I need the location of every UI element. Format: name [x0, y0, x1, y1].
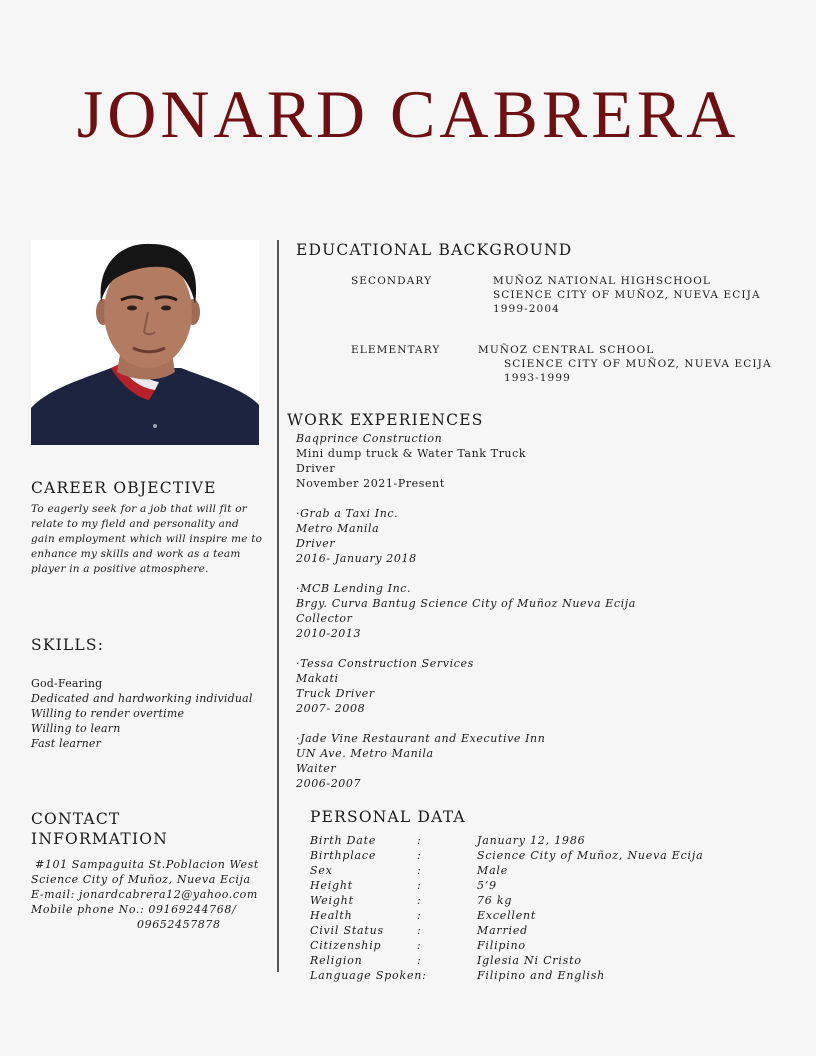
personal-separator: :	[417, 849, 422, 862]
contact-phone[interactable]: Mobile phone No.: 09169244768/	[31, 903, 237, 916]
work-line: 2016- January 2018	[296, 552, 417, 565]
contact-heading	[31, 809, 168, 849]
personal-row	[310, 894, 770, 909]
contact-details	[31, 857, 259, 932]
work-line: Brgy. Curva Bantug Science City of Muñoz Nueva Ecija	[296, 597, 636, 610]
work-line: Mini dump truck & Water Tank Truck	[296, 447, 527, 460]
personal-table	[310, 834, 770, 984]
personal-separator: :	[417, 834, 422, 847]
education-level: SECONDARY	[351, 275, 433, 287]
skill-item: Willing to render overtime	[31, 707, 185, 720]
education-line: 1999-2004	[493, 303, 560, 315]
work-line: UN Ave. Metro Manila	[296, 747, 434, 760]
work-heading: WORK EXPERIENCES	[287, 411, 484, 429]
work-line	[296, 641, 636, 656]
personal-separator: :	[417, 879, 422, 892]
page-title: JONARD CABRERA	[76, 76, 740, 152]
work-line: Makati	[296, 672, 339, 685]
work-line: Truck Driver	[296, 687, 375, 700]
work-line: ·Grab a Taxi Inc.	[296, 507, 399, 520]
work-line: Metro Manila	[296, 522, 380, 535]
contact-heading-line: INFORMATION	[31, 830, 168, 848]
work-line: Driver	[296, 537, 336, 550]
personal-label: Health	[310, 909, 353, 922]
personal-row	[310, 879, 770, 894]
personal-row	[310, 939, 770, 954]
contact-city: Science City of Muñoz, Nueva Ecija	[31, 873, 251, 886]
personal-value: Science City of Muñoz, Nueva Ecija	[477, 849, 704, 862]
personal-row	[310, 954, 770, 969]
education-line: SCIENCE CITY OF MUÑOZ, NUEVA ECIJA	[493, 289, 761, 301]
education-line: MUÑOZ NATIONAL HIGHSCHOOL	[493, 275, 711, 287]
personal-label: Citizenship	[310, 939, 382, 952]
education-school	[478, 343, 772, 385]
work-line: 2007- 2008	[296, 702, 366, 715]
skill-item: Willing to learn	[31, 722, 121, 735]
skill-item: Fast learner	[31, 737, 102, 750]
person-photo-illustration	[31, 240, 259, 445]
education-heading: EDUCATIONAL BACKGROUND	[296, 241, 573, 259]
vertical-divider	[277, 240, 279, 972]
personal-value: 76 kg	[477, 894, 513, 907]
work-line: 2006-2007	[296, 777, 362, 790]
career-line: To eagerly seek for a job that will fit or	[31, 503, 247, 515]
contact-email[interactable]: E-mail: jonardcabrera12@yahoo.com	[31, 888, 258, 901]
contact-address: #101 Sampaguita St.Poblacion West	[31, 858, 259, 871]
skill-item: God-Fearing	[31, 677, 103, 690]
personal-row	[310, 849, 770, 864]
personal-heading: PERSONAL DATA	[310, 808, 466, 826]
education-line: SCIENCE CITY OF MUÑOZ, NUEVA ECIJA	[504, 358, 772, 370]
personal-value: Male	[477, 864, 509, 877]
personal-separator: :	[417, 954, 422, 967]
career-heading: CAREER OBJECTIVE	[31, 479, 217, 497]
personal-label: Birthplace	[310, 849, 377, 862]
career-line: relate to my field and personality and	[31, 518, 239, 530]
personal-value: January 12, 1986	[477, 834, 586, 847]
personal-label: Sex	[310, 864, 333, 877]
career-line: enhance my skills and work as a team	[31, 548, 241, 560]
work-line	[296, 716, 636, 731]
career-text	[31, 502, 262, 577]
skills-list	[31, 676, 253, 751]
work-line: ·MCB Lending Inc.	[296, 582, 412, 595]
work-line: ·Jade Vine Restaurant and Executive Inn	[296, 732, 546, 745]
work-line: Collector	[296, 612, 353, 625]
work-line: 2010-2013	[296, 627, 362, 640]
personal-label: Language Spoken:	[310, 969, 427, 982]
personal-separator: :	[417, 924, 422, 937]
education-school	[493, 274, 761, 316]
personal-row	[310, 924, 770, 939]
personal-value: Excellent	[477, 909, 537, 922]
personal-value: Iglesia Ni Cristo	[477, 954, 582, 967]
work-line	[296, 566, 636, 581]
contact-heading-line: CONTACT	[31, 810, 121, 828]
career-line: gain employment which will inspire me to	[31, 533, 263, 545]
contact-phone-2[interactable]: 09652457878	[137, 918, 221, 931]
education-line: 1993-1999	[504, 372, 571, 384]
personal-label: Birth Date	[310, 834, 377, 847]
work-line	[296, 491, 636, 506]
personal-label: Height	[310, 879, 353, 892]
personal-value: 5’9	[477, 879, 497, 892]
personal-value: Married	[477, 924, 529, 937]
personal-row	[310, 909, 770, 924]
personal-label: Religion	[310, 954, 363, 967]
work-line: Driver	[296, 462, 336, 475]
personal-row	[310, 969, 770, 984]
personal-separator: :	[417, 864, 422, 877]
skills-heading: SKILLS:	[31, 636, 105, 654]
personal-separator: :	[417, 894, 422, 907]
personal-row	[310, 864, 770, 879]
personal-value: Filipino	[477, 939, 526, 952]
education-level: ELEMENTARY	[351, 344, 441, 356]
work-list	[296, 431, 636, 791]
education-line: MUÑOZ CENTRAL SCHOOL	[478, 344, 655, 356]
work-line: November 2021-Present	[296, 477, 445, 490]
work-line: Waiter	[296, 762, 337, 775]
personal-label: Civil Status	[310, 924, 384, 937]
work-line: ·Tessa Construction Services	[296, 657, 474, 670]
personal-value: Filipino and English	[477, 969, 606, 982]
skill-item: Dedicated and hardworking individual	[31, 692, 253, 705]
profile-photo	[31, 240, 259, 445]
personal-separator: :	[417, 909, 422, 922]
personal-separator: :	[417, 939, 422, 952]
personal-label: Weight	[310, 894, 354, 907]
personal-row	[310, 834, 770, 849]
career-line: player in a positive atmosphere.	[31, 563, 209, 575]
work-line: Baqprince Construction	[296, 432, 443, 445]
